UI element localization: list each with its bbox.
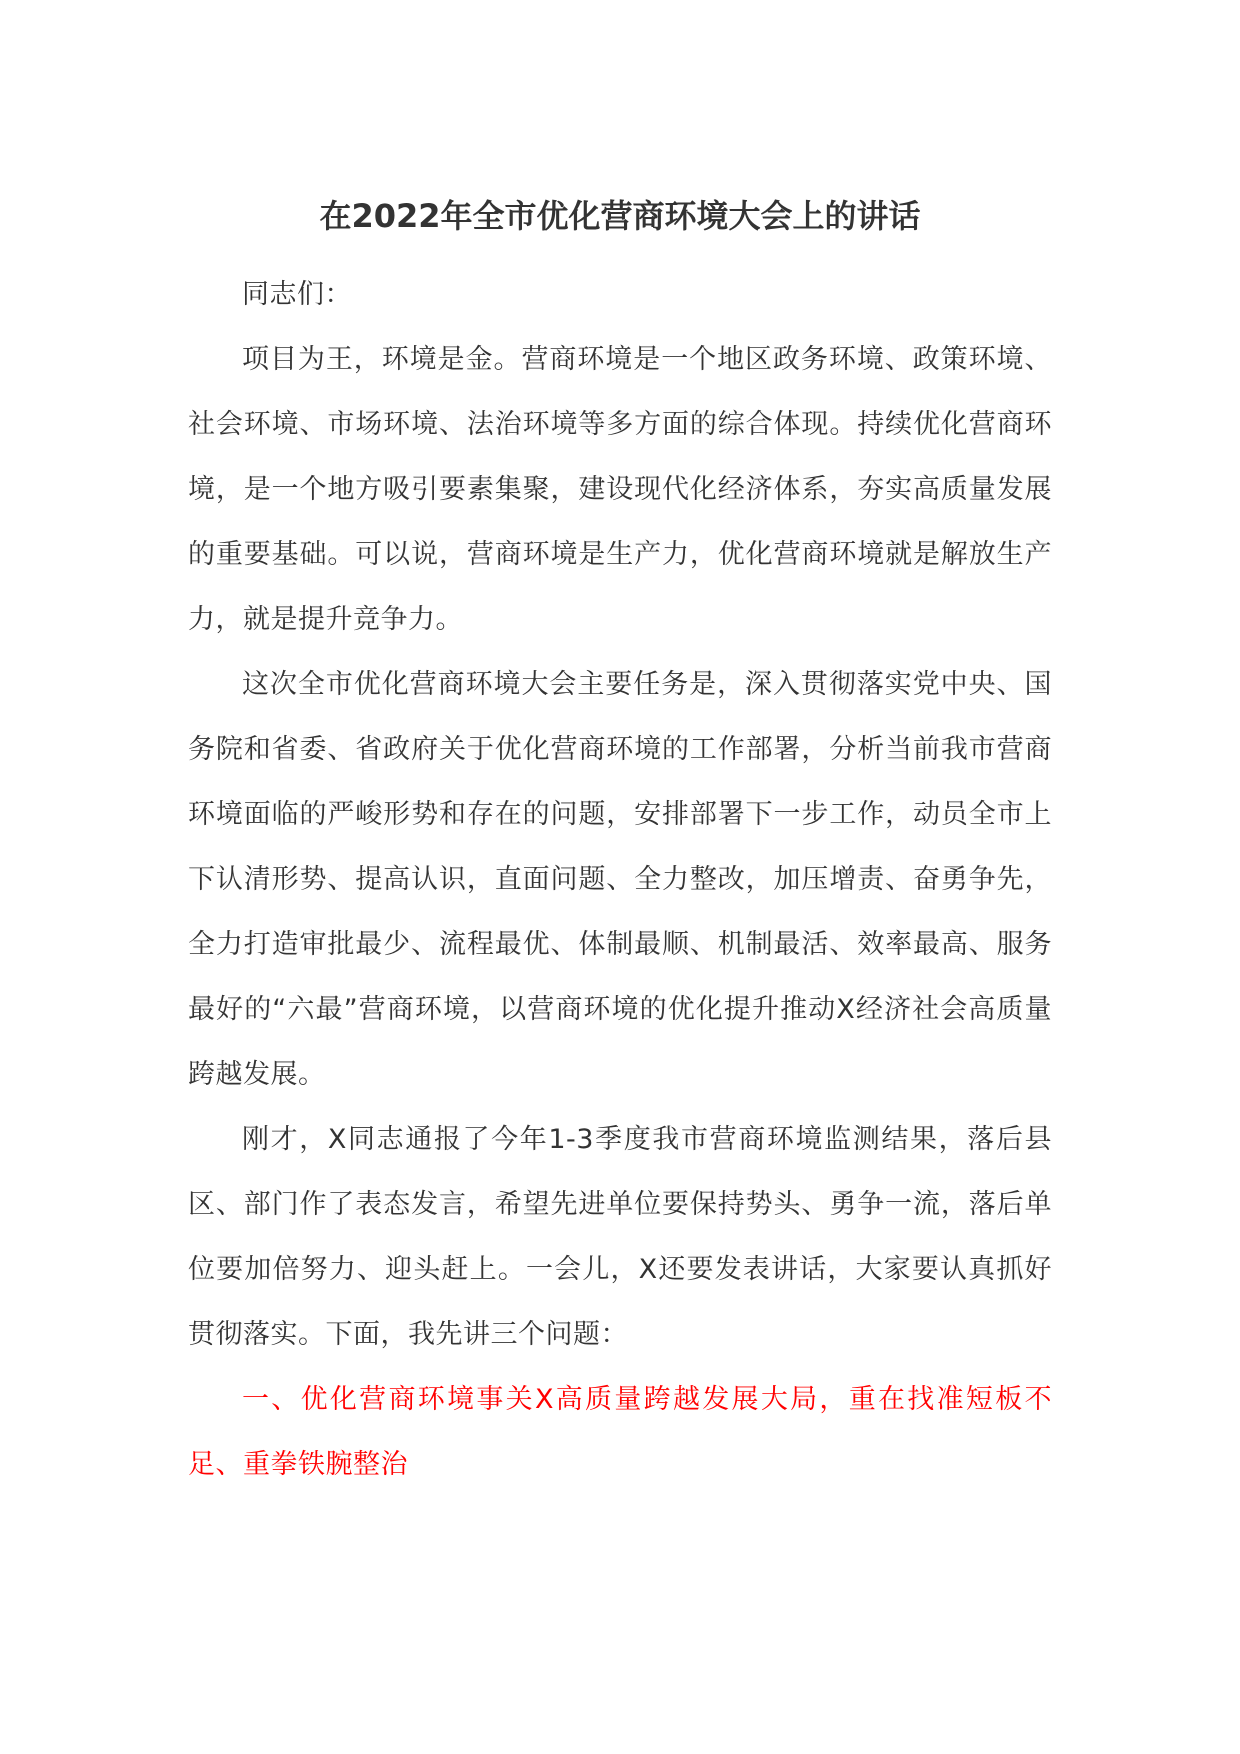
- section-heading: 一、优化营商环境事关X高质量跨越发展大局，重在找准短板不足、重拳铁腕整治: [188, 1384, 1052, 1480]
- document-page: [188, 0, 1052, 1754]
- body-paragraph: 项目为王，环境是金。营商环境是一个地区政务环境、政策环境、社会环境、市场环境、法治环境等多方面的综合体现。持续优化营商环境，是一个地方吸引要素集聚，建设现代化经济体系，夯实高质量发展的重要基础。可以说，营商环境是生产力，优化营商环境就是解放生产力，就是提升竞争力。: [188, 344, 1052, 635]
- body-paragraph: 刚才，X同志通报了今年1-3季度我市营商环境监测结果，落后县区、部门作了表态发言，希望先进单位要保持势头、勇争一流，落后单位要加倍努力、迎头赶上。一会儿，X还要发表讲话，大家要认真抓好贯彻落实。下面，我先讲三个问题：: [188, 1124, 1052, 1350]
- document-title: 在2022年全市优化营商环境大会上的讲话: [319, 197, 921, 235]
- salutation-paragraph: 同志们：: [242, 279, 352, 310]
- body-paragraph: 这次全市优化营商环境大会主要任务是，深入贯彻落实党中央、国务院和省委、省政府关于优化营商环境的工作部署，分析当前我市营商环境面临的严峻形势和存在的问题，安排部署下一步工作，动员全市上下认清形势、提高认识，直面问题、全力整改，加压增责、奋勇争先，全力打造审批最少、流程最优、体制最顺、机制最活、效率最高、服务最好的“六最”营商环境，以营商环境的优化提升推动X经济社会高质量跨越发展。: [188, 669, 1052, 1090]
- document-body: [188, 262, 1052, 1497]
